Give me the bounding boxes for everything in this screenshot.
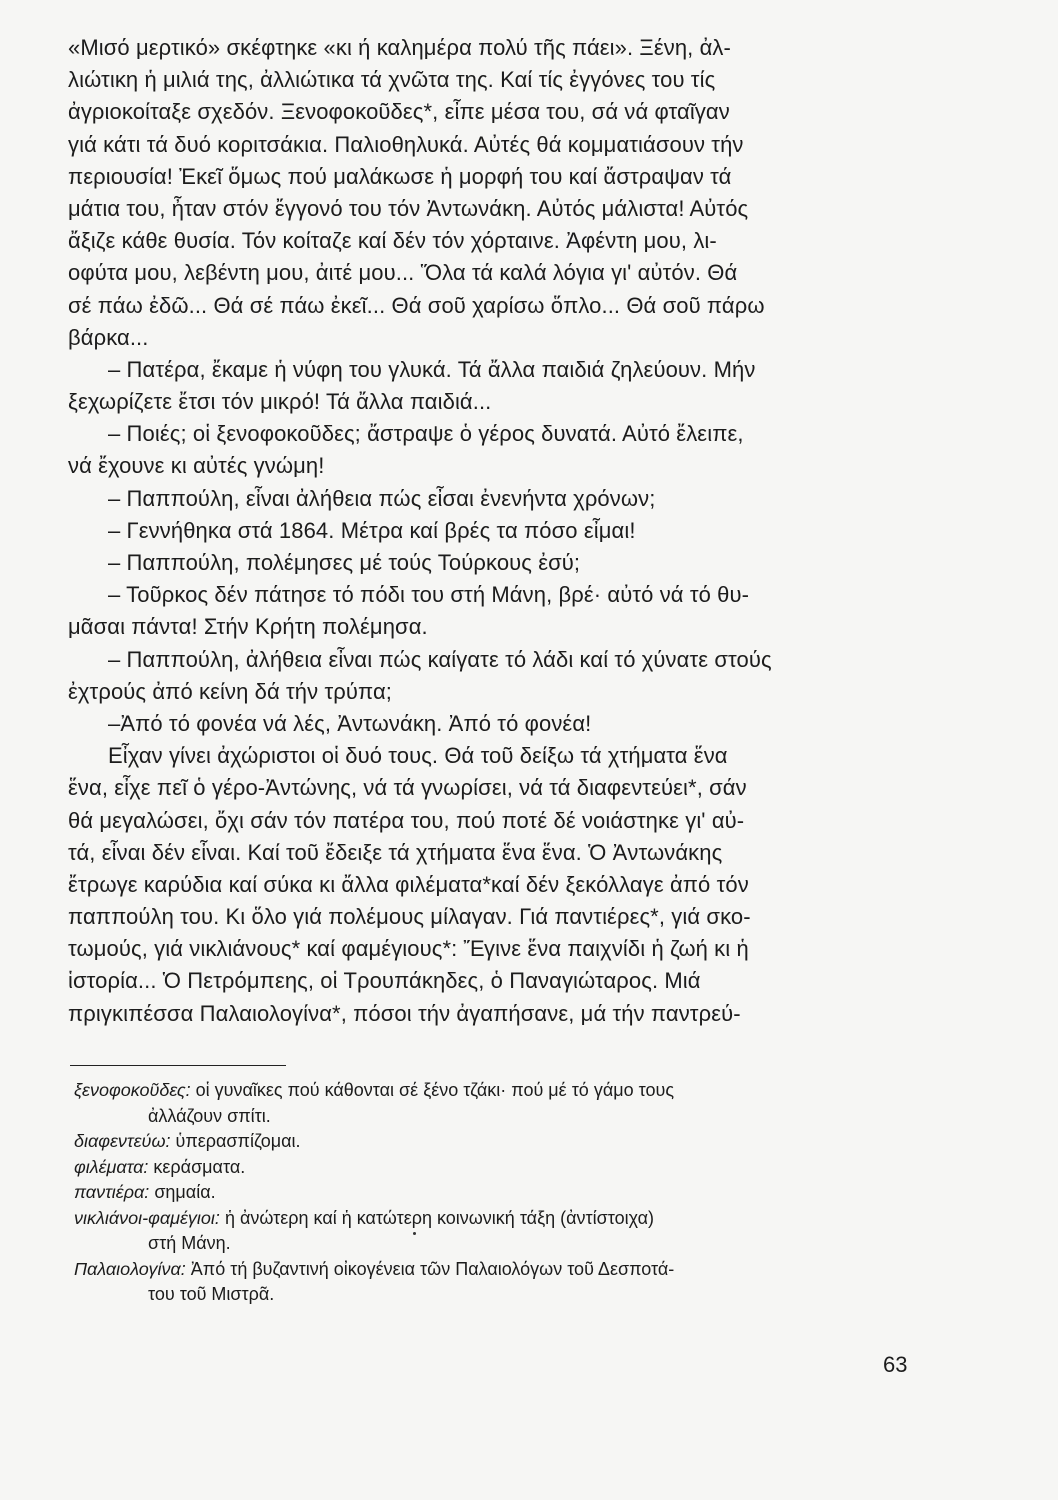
dialogue-line: –Ἀπό τό φονέα νά λές, Ἀντωνάκη. Ἀπό τό φονέα!	[108, 710, 592, 736]
footnotes	[74, 1078, 1024, 1308]
footnote-text: Ἀπό τή βυζαντινή οἰκογένεια τῶν Παλαιολόγων τοῦ Δεσποτά-	[190, 1258, 675, 1279]
text-line: θά μεγαλώσει, ὄχι σάν τόν πατέρα του, πού ποτέ δέ νοιάστηκε γι' αὐ-	[68, 807, 745, 833]
text-line: ἔτρωγε καρύδια καί σύκα κι ἄλλα φιλέματα*καί δέν ξεκόλλαγε ἀπό τόν	[68, 871, 749, 897]
text-line: οφύτα μου, λεβέντη μου, ἀιτέ μου... Ὅλα τά καλά λόγια γι' αὐτόν. Θά	[68, 260, 738, 286]
footnote-continuation: ἀλλάζουν σπίτι.	[148, 1105, 271, 1126]
text-line: ἱστορία... Ὁ Πετρόμπεης, οἱ Τρουπάκηδες, ὁ Παναγιώταρος. Μιά	[68, 968, 701, 994]
dialogue-line: ἐχτρούς ἀπό κείνη δά τήν τρύπα;	[68, 678, 392, 704]
dialogue-line: – Τοῦρκος δέν πάτησε τό πόδι του στή Μάνη, βρέ· αὐτό νά τό θυ-	[108, 582, 750, 608]
dialogue-line: – Γεννήθηκα στά 1864. Μέτρα καί βρές τα πόσο εἶμαι!	[108, 517, 636, 543]
footnote	[74, 1078, 1024, 1129]
text-line: πριγκιπέσσα Παλαιολογίνα*, πόσοι τήν ἀγαπήσανε, μά τήν παντρεύ-	[68, 1000, 741, 1026]
footnote-text: ἡ ἀνώτερη καί ἡ κατώτερη κοινωνική τάξη (ἀντίστοιχα)	[224, 1207, 655, 1228]
text-line: βάρκα...	[68, 324, 149, 350]
footnote-term: ξενοφοκοῦδες:	[74, 1080, 191, 1100]
footnote	[74, 1257, 1024, 1308]
footnote-continuation: του τοῦ Μιστρᾶ.	[148, 1284, 275, 1304]
text-line: τά, εἶναι δέν εἶναι. Καί τοῦ ἔδειξε τά χτήματα ἕνα ἕνα. Ὁ Ἀντωνάκης	[68, 839, 723, 865]
text-line: μάτια του, ἦταν στόν ἔγγονό του τόν Ἀντωνάκη. Αὐτός μάλιστα! Αὐτός	[68, 195, 749, 221]
footnote-text: σημαία.	[154, 1182, 216, 1202]
footnote	[74, 1206, 1024, 1257]
footnote-term: διαφεντεύω:	[74, 1131, 171, 1151]
text-line: λιώτικη ἡ μιλιά της, ἀλλιώτικα τά χνῶτα της. Καί τίς ἐγγόνες του τίς	[68, 67, 716, 93]
footnote	[74, 1180, 1024, 1206]
dialogue-line: μᾶσαι πάντα! Στήν Κρήτη πολέμησα.	[68, 614, 428, 640]
text-line: ἕνα, εἶχε πεῖ ὁ γέρο-Ἀντώνης, νά τά γνωρίσει, νά τά διαφεντεύει*, σάν	[68, 775, 747, 801]
text-line: «Μισό μερτικό» σκέφτηκε «κι ή καλημέρα πολύ τῆς πάει». Ξένη, ἀλ-	[68, 35, 731, 60]
text-line: Εἶχαν γίνει ἀχώριστοι οἱ δυό τους. Θά τοῦ δείξω τά χτήματα ἕνα	[108, 743, 728, 769]
footnote-term: φιλέματα:	[74, 1156, 149, 1177]
text-line: ἄξιζε κάθε θυσία. Τόν κοίταζε καί δέν τόν χόρταινε. Ἀφέντη μου, λι-	[68, 228, 717, 254]
main-text	[68, 32, 1023, 1030]
footnote-term: νικλιάνοι-φαμέγιοι:	[74, 1207, 220, 1228]
dialogue-line: – Πατέρα, ἔκαμε ἡ νύφη του γλυκά. Τά ἄλλα παιδιά ζηλεύουν. Μήν	[108, 356, 756, 382]
footnote-text: κεράσματα.	[153, 1156, 246, 1177]
footnote-text: ὑπερασπίζομαι.	[175, 1131, 301, 1151]
text-line: περιουσία! Ἐκεῖ ὅμως πού μαλάκωσε ἡ μορφή του καί ἄστραψαν τά	[68, 163, 732, 189]
footnote-text: οἱ γυναῖκες πού κάθονται σέ ξένο τζάκι· πού μέ τό γάμο τους	[195, 1080, 674, 1100]
footnote-continuation: στή Μάνη.	[148, 1233, 231, 1253]
dialogue-line: – Παππούλη, ἀλήθεια εἶναι πώς καίγατε τό λάδι καί τό χύνατε στούς	[108, 646, 772, 672]
dialogue-line: ξεχωρίζετε ἔτσι τόν μικρό! Τά ἄλλα παιδιά...	[68, 389, 492, 415]
text-line: τωμούς, γιά νικλιάνους* καί φαμέγιους*: Ἔγινε ἕνα παιχνίδι ἡ ζωή κι ἡ	[68, 936, 749, 962]
text-line: παππούλη του. Κι ὅλο γιά πολέμους μίλαγαν. Γιά παντιέρες*, γιά σκο-	[68, 904, 751, 930]
text-line: γιά κάτι τά δυό κοριτσάκια. Παλιοθηλυκά. Αὐτές θά κομματιάσουν τήν	[68, 131, 744, 157]
footnote-term: παντιέρα:	[74, 1182, 150, 1202]
stray-dot	[413, 1232, 416, 1235]
footnote	[74, 1129, 1024, 1155]
footnote-term: Παλαιολογίνα:	[74, 1258, 186, 1279]
dialogue-line: – Ποιές; οἱ ξενοφοκοῦδες; ἄστραψε ὁ γέρος δυνατά. Αὐτό ἔλειπε,	[108, 421, 744, 447]
dialogue-line: νά ἔχουνε κι αὐτές γνώμη!	[68, 453, 325, 479]
footnote	[74, 1155, 1024, 1181]
text-line: ἀγριοκοίταξε σχεδόν. Ξενοφοκοῦδες*, εἶπε μέσα του, σά νά φταῖγαν	[68, 99, 730, 125]
dialogue-line: – Παππούλη, πολέμησες μέ τούς Τούρκους ἐσύ;	[108, 550, 581, 575]
dialogue-line: – Παππούλη, εἶναι ἀλήθεια πώς εἶσαι ἐνενήντα χρόνων;	[108, 485, 656, 511]
text-line: σέ πάω ἐδῶ... Θά σέ πάω ἐκεῖ... Θά σοῦ χαρίσω ὅπλο... Θά σοῦ πάρω	[68, 292, 765, 318]
footnote-divider	[70, 1065, 286, 1066]
page-number: 63	[883, 1352, 908, 1377]
